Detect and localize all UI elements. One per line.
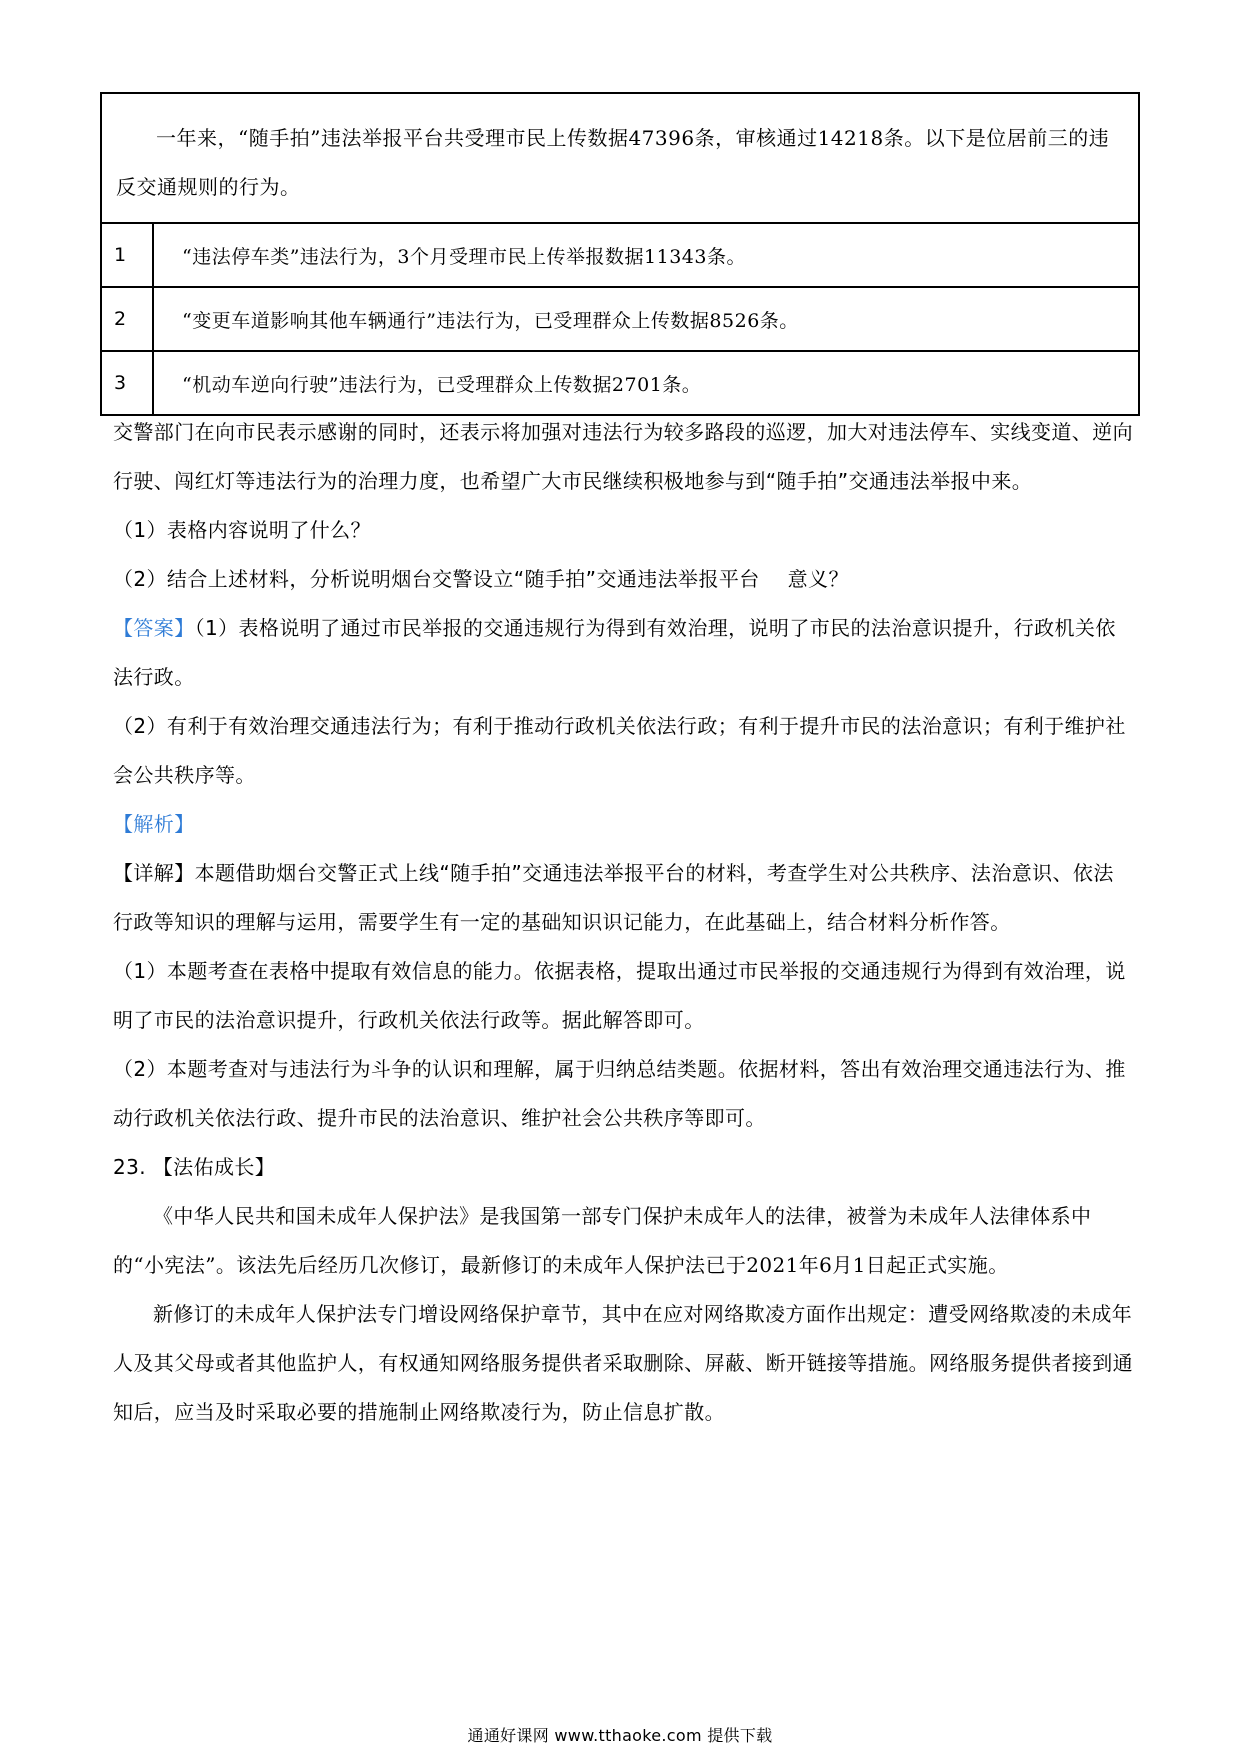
- answer-tag: 【答案】: [113, 616, 195, 640]
- question-23-material-2: 新修订的未成年人保护法专门增设网络保护章节，其中在应对网络欺凌方面作出规定：遭受网络欺凌的未成年人及其父母或者其他监护人，有权通知网络服务提供者采取删除、屏蔽、断开链接等措施。网络服务提供者接到通知后，应当及时采取必要的措施制止网络欺凌行为，防止信息扩散。: [113, 1302, 1133, 1424]
- table-row: [102, 288, 1138, 352]
- analysis-detail: 【详解】本题借助烟台交警正式上线“随手拍”交通违法举报平台的材料，考查学生对公共秩序、法治意识、依法行政等知识的理解与运用，需要学生有一定的基础知识识记能力，在此基础上，结合材料分析作答。: [113, 861, 1114, 934]
- question-23-material-1: 《中华人民共和国未成年人保护法》是我国第一部专门保护未成年人的法律，被誉为未成年人法律体系中的“小宪法”。该法先后经历几次修订，最新修订的未成年人保护法已于2021年6月1日起正式实施。: [113, 1204, 1092, 1277]
- analysis-tag: 【解析】: [113, 812, 195, 836]
- answer-paragraph-1: [113, 604, 1133, 702]
- main-content: [113, 410, 1133, 1437]
- material-table: [100, 92, 1140, 416]
- question-2-text: （2）结合上述材料，分析说明烟台交警设立“随手拍”交通违法举报平台: [113, 567, 760, 591]
- row-number: 2: [102, 288, 154, 350]
- after-table-paragraph: 交警部门在向市民表示感谢的同时，还表示将加强对违法行为较多路段的巡逻，加大对违法停车、实线变道、逆向行驶、闯红灯等违法行为的治理力度，也希望广大市民继续积极地参与到“随手拍”交通违法举报中来。: [113, 420, 1133, 493]
- question-1: （1）表格内容说明了什么？: [113, 518, 371, 542]
- question-2-tail: 意义？: [787, 567, 849, 591]
- row-text: “变更车道影响其他车辆通行”违法行为，已受理群众上传数据8526条。: [182, 309, 799, 332]
- question-23-heading: 23. 【法佑成长】: [113, 1155, 276, 1179]
- row-text: “机动车逆向行驶”违法行为，已受理群众上传数据2701条。: [182, 373, 702, 396]
- analysis-paragraph-1: （1）本题考查在表格中提取有效信息的能力。依据表格，提取出通过市民举报的交通违规行为得到有效治理，说明了市民的法治意识提升，行政机关依法行政等。据此解答即可。: [113, 959, 1126, 1032]
- table-row: [102, 352, 1138, 414]
- row-number: 3: [102, 352, 154, 414]
- table-row: [102, 224, 1138, 288]
- material-intro: 一年来，“随手拍”违法举报平台共受理市民上传数据47396条，审核通过14218条。以下是位居前三的违反交通规则的行为。: [102, 94, 1138, 224]
- analysis-paragraph-2: （2）本题考查对与违法行为斗争的认识和理解，属于归纳总结类题。依据材料，答出有效治理交通违法行为、推动行政机关依法行政、提升市民的法治意识、维护社会公共秩序等即可。: [113, 1057, 1126, 1130]
- page-footer: 通通好课网 www.tthaoke.com 提供下载: [467, 1726, 773, 1745]
- answer-1-text: （1）表格说明了通过市民举报的交通违规行为得到有效治理，说明了市民的法治意识提升，行政机关依法行政。: [113, 616, 1116, 689]
- answer-paragraph-2: （2）有利于有效治理交通违法行为；有利于推动行政机关依法行政；有利于提升市民的法治意识；有利于维护社会公共秩序等。: [113, 714, 1126, 787]
- question-2: [113, 555, 1133, 604]
- row-text: “违法停车类”违法行为，3个月受理市民上传举报数据11343条。: [182, 245, 746, 268]
- row-number: 1: [102, 224, 154, 286]
